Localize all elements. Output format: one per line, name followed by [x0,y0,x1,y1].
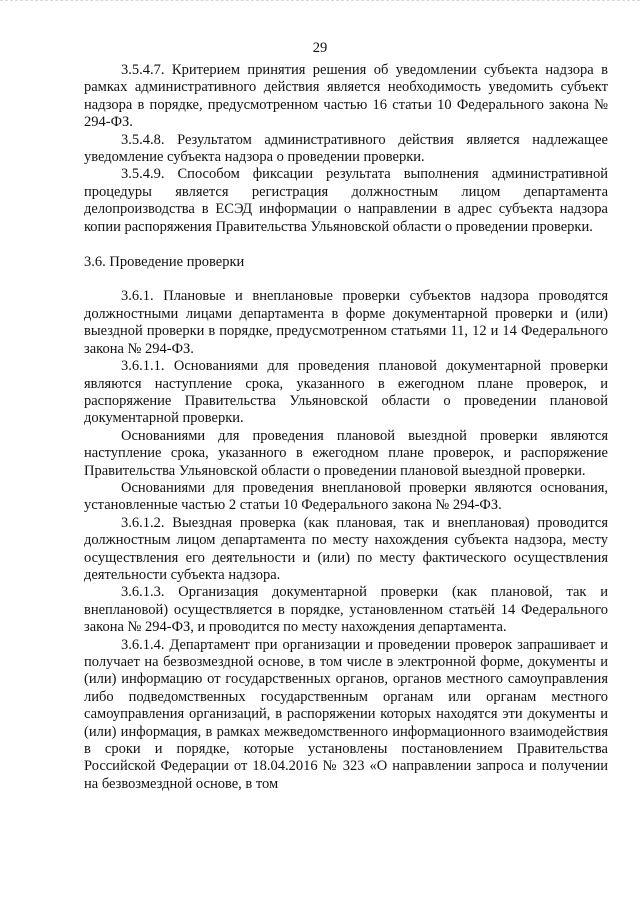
paragraph-3-6-1-1: 3.6.1.1. Основаниями для проведения плановой документарной проверки являются наступление срока, указанного в ежегодном плане проверок, и распоряжение Правительства Ульяновской области о проведении плановой документарной проверки. [84,358,608,427]
paragraph-3-6-1-3: 3.6.1.3. Организация документарной проверки (как плановой, так и внеплановой) осуществляется в порядке, установленном статьёй 14 Федерального закона № 294-ФЗ, и проводится по месту нахождения департамента. [84,584,608,636]
paragraph-3-5-4-8: 3.5.4.8. Результатом административного действия является надлежащее уведомление субъекта надзора о проведении проверки. [84,131,608,166]
paragraph-3-5-4-9: 3.5.4.9. Способом фиксации результата выполнения административной процедуры является регистрация должностным лицом департамента делопроизводства в ЕСЭД информации о направлении в адрес субъекта надзора копии распоряжения Правительства Ульяновской области о проведении проверки. [84,166,608,235]
page-number: 29 [312,40,328,56]
paragraph-3-6-1: 3.6.1. Плановые и внеплановые проверки субъектов надзора проводятся должностными лицами департамента в форме документарной проверки и (или) выездной проверки в порядке, предусмотренном статьями 11, 12 и 14 Федерального закона № 294-ФЗ. [84,288,608,357]
paragraph-3-6-1-4: 3.6.1.4. Департамент при организации и проведении проверок запрашивает и получает на безвозмездной основе, в том числе в электронной форме, документы и (или) информацию от государственных органов, органов местного самоуправления либо подведомственных государственным органам или органам местного самоуправления организаций, в распоряжении которых находятся эти документы и (или) информация, в рамках межведомственного информационного взаимодействия в сроки и порядке, которые установлены постановлением Правительства Российской Федерации от 18.04.2016 № 323 «О направлении запроса и получении на безвозмездной основе, в том [84,636,608,792]
paragraph-3-6-1-2: 3.6.1.2. Выездная проверка (как плановая, так и внеплановая) проводится должностным лицом департамента по месту нахождения субъекта надзора, месту осуществления его деятельности и (или) по месту фактического осуществления деятельности субъекта надзора. [84,514,608,583]
paragraph-planned-onsite-grounds: Основаниями для проведения плановой выездной проверки являются наступление срока, указанного в ежегодном плане проверок, и распоряжение Правительства Ульяновской области о проведении плановой выездной проверки. [84,427,608,479]
paragraph-3-5-4-7: 3.5.4.7. Критерием принятия решения об уведомлении субъекта надзора в рамках административного действия является необходимость уведомить субъект надзора в порядке, предусмотренном частью 16 статьи 10 Федерального закона № 294-ФЗ. [84,62,608,131]
scan-edge [0,0,640,12]
document-body [84,62,608,793]
paragraph-unplanned-grounds: Основаниями для проведения внеплановой проверки являются основания, установленные частью 2 статьи 10 Федерального закона № 294-ФЗ. [84,479,608,514]
section-heading: 3.6. Проведение проверки [84,254,245,271]
